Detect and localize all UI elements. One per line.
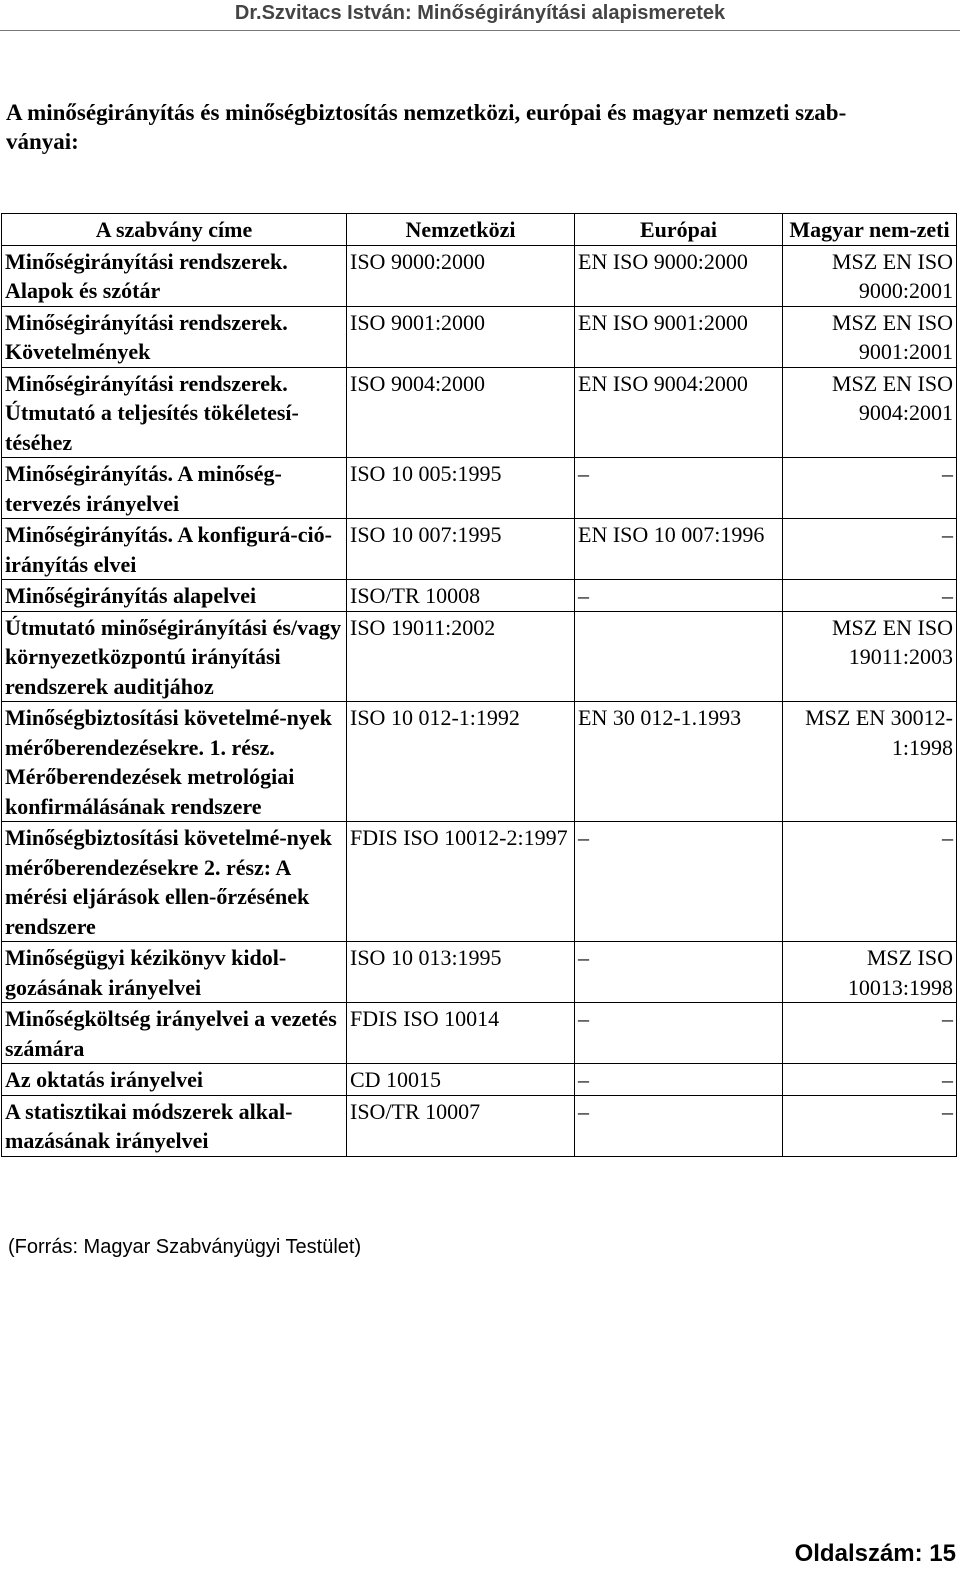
- column-header-european: Európai: [575, 214, 783, 246]
- cell-international: ISO/TR 10007: [347, 1095, 575, 1156]
- cell-standard-title: Minőségbiztosítási követelmé-nyek mérőberendezésekre. 1. rész. Mérőberendezések metrológiai konfirmálásának rendszere: [2, 702, 347, 822]
- cell-european: EN ISO 9000:2000: [575, 245, 783, 306]
- cell-hungarian: MSZ EN 30012-1:1998: [783, 702, 957, 822]
- column-header-international: Nemzetközi: [347, 214, 575, 246]
- cell-international: ISO 10 013:1995: [347, 942, 575, 1003]
- cell-hungarian: –: [783, 1095, 957, 1156]
- cell-european: –: [575, 458, 783, 519]
- section-heading: [6, 98, 946, 156]
- cell-international: ISO 19011:2002: [347, 611, 575, 702]
- cell-hungarian: –: [783, 519, 957, 580]
- cell-standard-title: Minőségirányítás. A minőség-tervezés irányelvei: [2, 458, 347, 519]
- column-header-title: A szabvány címe: [2, 214, 347, 246]
- table-row: [2, 702, 957, 822]
- table-row: [2, 1003, 957, 1064]
- section-heading-line2: ványai:: [6, 129, 79, 154]
- cell-european: EN ISO 10 007:1996: [575, 519, 783, 580]
- cell-hungarian: MSZ EN ISO 19011:2003: [783, 611, 957, 702]
- cell-standard-title: Minőségügyi kézikönyv kidol-gozásának irányelvei: [2, 942, 347, 1003]
- page-header-title: Dr.Szvitacs István: Minőségirányítási alapismeretek: [234, 2, 726, 24]
- cell-standard-title: Útmutató minőségirányítási és/vagy környezetközpontú irányítási rendszerek auditjához: [2, 611, 347, 702]
- page-number: Oldalszám: 15: [794, 1540, 956, 1567]
- table-row: [2, 306, 957, 367]
- section-heading-line1: A minőségirányítás és minőségbiztosítás nemzetközi, európai és magyar nemzeti szab-: [6, 100, 847, 125]
- cell-standard-title: Minőségirányítási rendszerek. Alapok és szótár: [2, 245, 347, 306]
- table-row: [2, 367, 957, 458]
- table-row: [2, 519, 957, 580]
- cell-european: –: [575, 822, 783, 942]
- cell-hungarian: MSZ EN ISO 9000:2001: [783, 245, 957, 306]
- table-header-row: [2, 214, 957, 246]
- cell-hungarian: –: [783, 458, 957, 519]
- cell-european: EN ISO 9004:2000: [575, 367, 783, 458]
- cell-international: ISO 10 007:1995: [347, 519, 575, 580]
- table-row: [2, 822, 957, 942]
- cell-standard-title: A statisztikai módszerek alkal-mazásának irányelvei: [2, 1095, 347, 1156]
- cell-hungarian: –: [783, 1003, 957, 1064]
- cell-european: –: [575, 942, 783, 1003]
- table-body: [2, 245, 957, 1156]
- table-row: [2, 942, 957, 1003]
- cell-standard-title: Minőségbiztosítási követelmé-nyek mérőberendezésekre 2. rész: A mérési eljárások ellen-őrzésének rendszere: [2, 822, 347, 942]
- cell-standard-title: Minőségirányítás. A konfigurá-ció-irányítás elvei: [2, 519, 347, 580]
- cell-european: –: [575, 1003, 783, 1064]
- standards-table: [1, 213, 957, 1157]
- cell-european: –: [575, 580, 783, 612]
- cell-hungarian: MSZ EN ISO 9004:2001: [783, 367, 957, 458]
- cell-european: EN ISO 9001:2000: [575, 306, 783, 367]
- cell-european: –: [575, 1064, 783, 1096]
- cell-international: ISO/TR 10008: [347, 580, 575, 612]
- table-row: [2, 1095, 957, 1156]
- cell-european: –: [575, 1095, 783, 1156]
- cell-international: ISO 10 012-1:1992: [347, 702, 575, 822]
- table-row: [2, 245, 957, 306]
- cell-international: ISO 9000:2000: [347, 245, 575, 306]
- header-divider: [0, 30, 960, 31]
- cell-international: FDIS ISO 10014: [347, 1003, 575, 1064]
- table-row: [2, 611, 957, 702]
- cell-standard-title: Minőségirányítási rendszerek. Követelmények: [2, 306, 347, 367]
- cell-hungarian: –: [783, 1064, 957, 1096]
- cell-european: EN 30 012-1.1993: [575, 702, 783, 822]
- cell-hungarian: MSZ ISO 10013:1998: [783, 942, 957, 1003]
- cell-international: CD 10015: [347, 1064, 575, 1096]
- table-row: [2, 580, 957, 612]
- table-row: [2, 1064, 957, 1096]
- cell-standard-title: Az oktatás irányelvei: [2, 1064, 347, 1096]
- cell-standard-title: Minőségirányítási rendszerek. Útmutató a teljesítés tökéletesí-téséhez: [2, 367, 347, 458]
- source-note: (Forrás: Magyar Szabványügyi Testület): [8, 1236, 362, 1258]
- cell-hungarian: –: [783, 580, 957, 612]
- cell-international: FDIS ISO 10012-2:1997: [347, 822, 575, 942]
- column-header-hungarian: Magyar nem-zeti: [783, 214, 957, 246]
- cell-international: ISO 9001:2000: [347, 306, 575, 367]
- cell-hungarian: –: [783, 822, 957, 942]
- table-row: [2, 458, 957, 519]
- cell-hungarian: MSZ EN ISO 9001:2001: [783, 306, 957, 367]
- cell-international: ISO 10 005:1995: [347, 458, 575, 519]
- cell-standard-title: Minőségköltség irányelvei a vezetés számára: [2, 1003, 347, 1064]
- cell-standard-title: Minőségirányítás alapelvei: [2, 580, 347, 612]
- cell-international: ISO 9004:2000: [347, 367, 575, 458]
- cell-european: [575, 611, 783, 702]
